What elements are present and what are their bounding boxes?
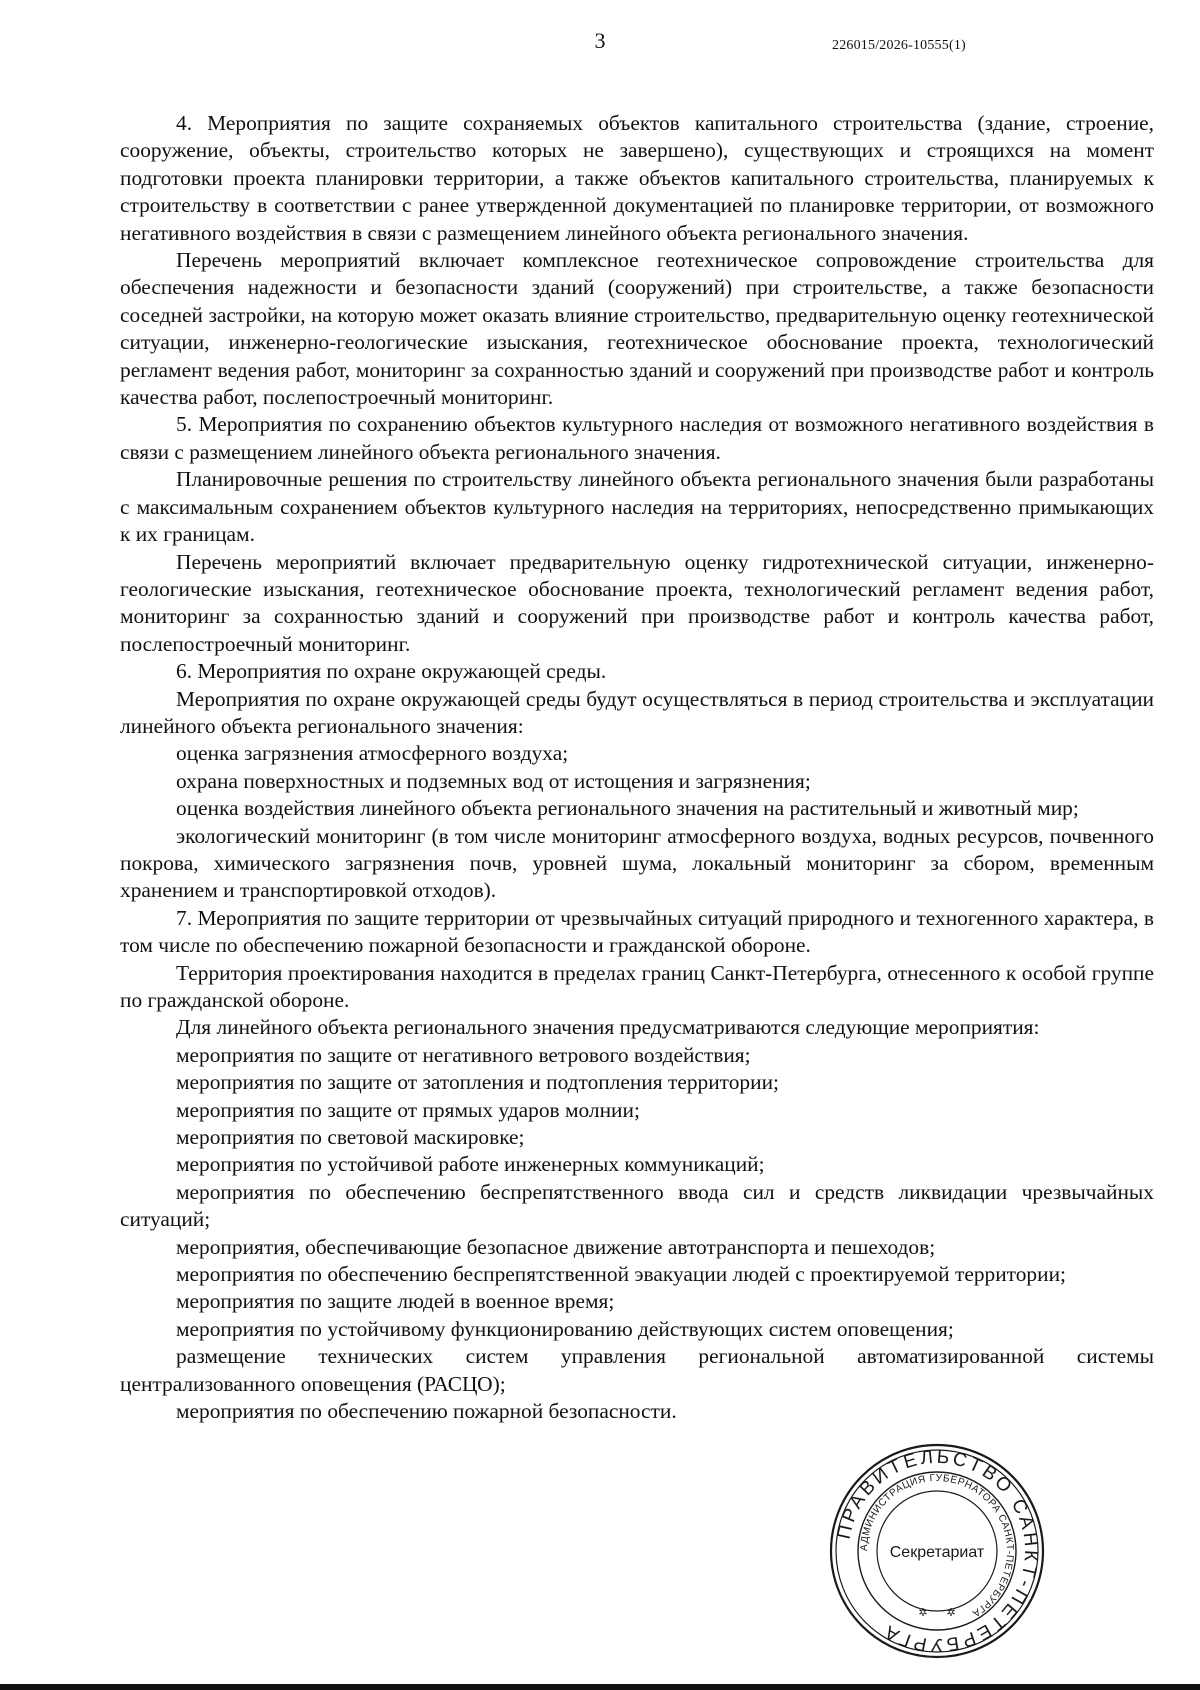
paragraph: мероприятия по обеспечению беспрепятственной эвакуации людей с проектируемой территории; <box>176 1262 1066 1287</box>
paragraph: 6. Мероприятия по охране окружающей среды. <box>176 659 607 684</box>
star-icon: ✲ <box>918 1606 928 1619</box>
paragraph: 4. Мероприятия по защите сохраняемых объектов капитального строительства (здание, строение, сооружение, объекты, строительство которых не завершено), существующих и строящихся на момент подготовки проекта планировки территории, а также объектов капитального строительства, планируемых к строительству в соответствии с ранее утвержденной документацией по планировке территории, от возможного негативного воздействия в связи с размещением линейного объекта регионального значения. <box>120 111 1154 245</box>
paragraph: Для линейного объекта регионального значения предусматриваются следующие мероприятия: <box>176 1015 1040 1040</box>
page-number: 3 <box>594 28 606 53</box>
paragraph: мероприятия по обеспечению беспрепятственного ввода сил и средств ликвидации чрезвычайных ситуаций; <box>120 1179 1154 1232</box>
paragraph: Перечень мероприятий включает предварительную оценку гидротехнической ситуации, инженерно-геологические изыскания, геотехническое обоснование проекта, технологический регламент ведения работ, мониторинг за сохранностью зданий и сооружений при производстве работ и контроль качества работ, послепостроечный мониторинг. <box>120 549 1154 656</box>
paragraph: экологический мониторинг (в том числе мониторинг атмосферного воздуха, водных ресурсов, почвенного покрова, химического загрязнения почв, уровней шума, локальный мониторинг за сбором, временным хранением и транспортировкой отходов). <box>120 823 1154 903</box>
paragraph: 7. Мероприятия по защите территории от чрезвычайных ситуаций природного и техногенного характера, в том числе по обеспечению пожарной безопасности и гражданской обороне. <box>120 905 1154 958</box>
paragraph: Планировочные решения по строительству линейного объекта регионального значения были разработаны с максимальным сохранением объектов культурного наследия на территориях, непосредственно примыкающих к их границам. <box>120 467 1154 547</box>
paragraph: мероприятия по устойчивой работе инженерных коммуникаций; <box>176 1152 765 1177</box>
secretariat-stamp <box>826 1440 1048 1662</box>
paragraph: оценка загрязнения атмосферного воздуха; <box>176 741 569 766</box>
stamp-ring-text: ПРАВИТЕЛЬСТВО САНКТ-ПЕТЕРБУРГА <box>833 1446 1042 1656</box>
document-body <box>120 110 1154 1426</box>
paragraph: мероприятия по устойчивому функционированию действующих систем оповещения; <box>176 1316 954 1341</box>
stamp-center-text: Секретариат <box>889 1544 985 1561</box>
paragraph: охрана поверхностных и подземных вод от истощения и загрязнения; <box>176 768 811 793</box>
document-code: 226015/2026-10555(1) <box>832 38 966 53</box>
scan-bottom-edge <box>0 1684 1200 1690</box>
paragraph: мероприятия по обеспечению пожарной безопасности. <box>176 1399 677 1424</box>
paragraph: Территория проектирования находится в пределах границ Санкт-Петербурга, отнесенного к особой группе по гражданской обороне. <box>120 960 1154 1012</box>
paragraph: мероприятия по защите от негативного ветрового воздействия; <box>176 1042 751 1067</box>
paragraph: оценка воздействия линейного объекта регионального значения на растительный и животный мир; <box>176 796 1079 821</box>
paragraph: размещение технических систем управления региональной автоматизированной системы централизованного оповещения (РАСЦО); <box>120 1344 1154 1396</box>
paragraph: мероприятия по защите от затопления и подтопления территории; <box>176 1070 779 1095</box>
paragraph: мероприятия по защите от прямых ударов молнии; <box>176 1097 640 1122</box>
paragraph: Мероприятия по охране окружающей среды будут осуществляться в период строительства и эксплуатации линейного объекта регионального значения: <box>120 686 1154 738</box>
paragraph: 5. Мероприятия по сохранению объектов культурного наследия от возможного негативного воздействия в связи с размещением линейного объекта регионального значения. <box>120 412 1154 464</box>
star-icon: ✲ <box>946 1606 956 1619</box>
paragraph: мероприятия по защите людей в военное время; <box>176 1289 615 1314</box>
paragraph: Перечень мероприятий включает комплексное геотехническое сопровождение строительства для обеспечения надежности и безопасности зданий (сооружений) при строительстве, а также безопасности соседней застройки, на которую может оказать влияние строительство, предварительную оценку геотехнической ситуации, инженерно-геологические изыскания, геотехническое обоснование проекта, технологический регламент ведения работ, мониторинг за сохранностью зданий и сооружений при производстве работ и контроль качества работ, послепостроечный мониторинг. <box>120 248 1154 410</box>
paragraph: мероприятия по световой маскировке; <box>176 1125 525 1150</box>
paragraph: мероприятия, обеспечивающие безопасное движение автотранспорта и пешеходов; <box>176 1234 936 1259</box>
stamp-inner-ring-text: АДМИНИСТРАЦИЯ ГУБЕРНАТОРА САНКТ-ПЕТЕРБУРГА <box>858 1472 1016 1619</box>
